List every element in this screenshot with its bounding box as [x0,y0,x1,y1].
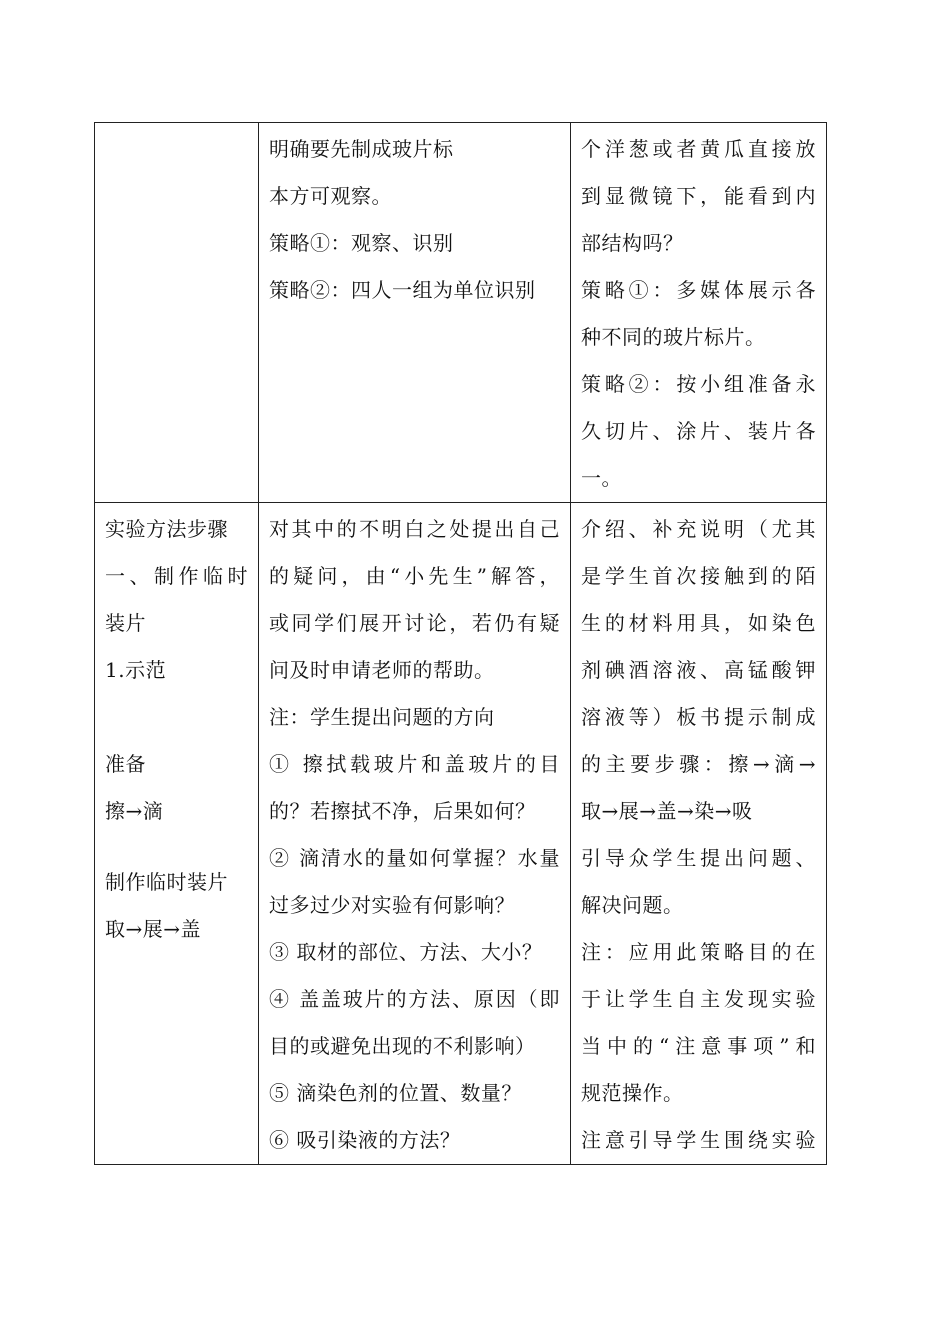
stage-heading: 装片 [105,611,146,635]
text-line: 介绍、补充说明（尤其 [581,517,816,541]
text-line: 生的材料用具，如染色 [581,611,816,635]
text-line: 引导众学生提出问题、 [581,846,816,870]
text-line: 本方可观察。 [269,184,392,208]
spacer [105,694,248,741]
stage-heading: 实验方法步骤 [105,517,228,541]
lesson-plan-table [94,122,827,1165]
text-line: 取→展→盖→染→吸 [581,799,753,823]
text-line: ⑤ 滴染色剂的位置、数量？ [269,1081,522,1105]
text-line: ③ 取材的部位、方法、大小？ [269,940,543,964]
row1-student-activity-cell [259,123,571,503]
text-line: 是学生首次接触到的陌 [581,564,816,588]
text-line: 久切片、涂片、装片各 [581,419,816,443]
text-line: 问及时申请老师的帮助。 [269,658,495,682]
text-line: 注意引导学生围绕实验 [581,1128,816,1152]
text-line: 策略①：观察、识别 [269,231,454,255]
text-line: 策略②：四人一组为单位识别 [269,278,536,302]
text-line: 目的或避免出现的不利影响） [269,1034,536,1058]
stage-label: 制作临时装片 [105,870,228,894]
text-line: ① 擦拭载玻片和盖玻片的目 [269,752,560,776]
table-row [95,123,827,503]
text-line: 过多过少对实验有何影响？ [269,893,515,917]
stage-label: 准备 [105,752,146,776]
text-line: 注：应用此策略目的在 [581,940,816,964]
stage-label: 取→展→盖 [105,917,202,941]
text-line: 策略①：多媒体展示各 [581,278,816,302]
text-line: 个洋葱或者黄瓜直接放 [581,137,816,161]
table-row [95,503,827,1165]
text-line: 一。 [581,466,622,490]
text-line: 种不同的玻片标片。 [581,325,766,349]
stage-step: 1.示范 [105,658,167,682]
spacer [105,835,248,859]
text-line: 当中的“注意事项”和 [581,1034,816,1058]
stage-heading: 一、制作临时 [105,564,248,588]
row2-student-activity-cell [259,503,571,1165]
text-line: 明确要先制成玻片标 [269,137,454,161]
row1-stage-cell [95,123,259,503]
text-line: 的疑问，由“小先生”解答， [269,564,560,588]
row2-stage-cell [95,503,259,1165]
row1-teacher-activity-cell [571,123,827,503]
text-line: 策略②：按小组准备永 [581,372,816,396]
text-line: 的主要步骤：擦→滴→ [581,752,816,776]
text-line: 的？若擦拭不净，后果如何？ [269,799,536,823]
text-line: ④ 盖盖玻片的方法、原因（即 [269,987,560,1011]
row2-teacher-activity-cell [571,503,827,1165]
text-line: ⑥ 吸引染液的方法？ [269,1128,461,1152]
text-line: 解决问题。 [581,893,684,917]
text-line: 规范操作。 [581,1081,684,1105]
text-line: 注：学生提出问题的方向 [269,705,495,729]
text-line: 到显微镜下，能看到内 [581,184,816,208]
text-line: 溶液等）板书提示制成 [581,705,816,729]
text-line: 对其中的不明白之处提出自己 [269,517,560,541]
text-line: 于让学生自主发现实验 [581,987,816,1011]
text-line: ② 滴清水的量如何掌握？水量 [269,846,560,870]
text-line: 或同学们展开讨论，若仍有疑 [269,611,560,635]
text-line: 部结构吗？ [581,231,684,255]
text-line: 剂碘酒溶液、高锰酸钾 [581,658,816,682]
stage-label: 擦→滴 [105,799,164,823]
